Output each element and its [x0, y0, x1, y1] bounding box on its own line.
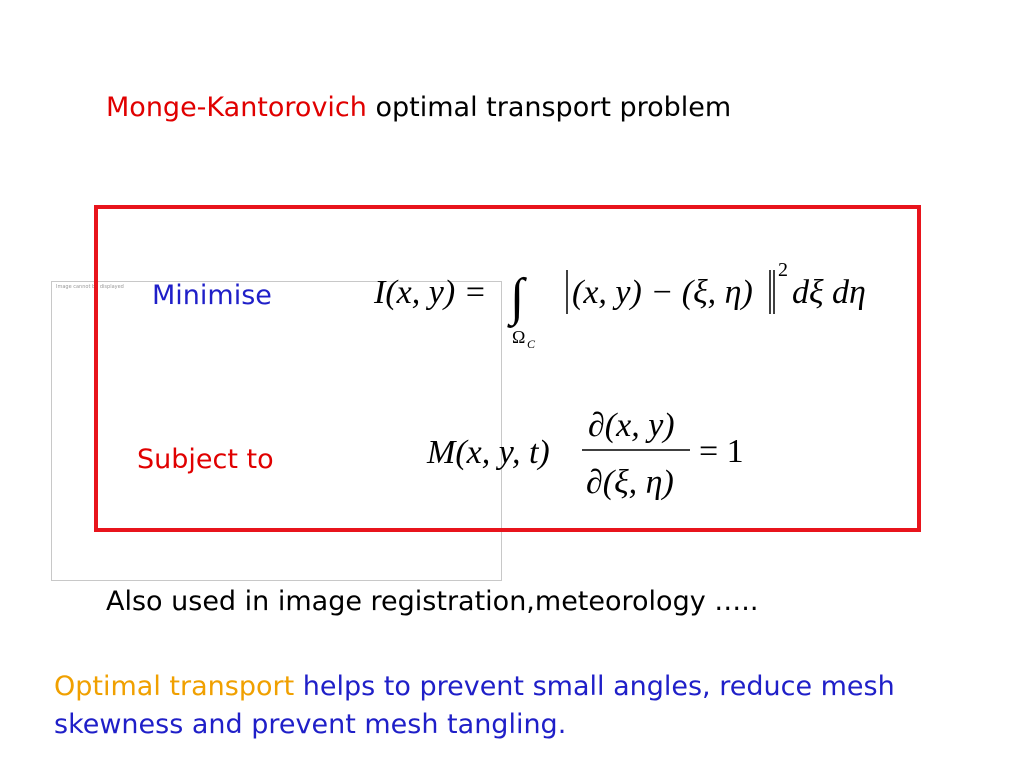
eq2-denominator: ∂(ξ, η) — [586, 464, 674, 501]
placeholder-caption: Image cannot be displayed — [56, 284, 124, 290]
constraint-equation — [425, 400, 765, 510]
conclusion-highlight: Optimal transport — [54, 671, 295, 702]
conclusion-text — [54, 668, 994, 744]
subject-to-label: Subject to — [137, 444, 274, 475]
integral-domain-sub: C — [527, 337, 536, 351]
eq2-lhs: M(x, y, t) — [427, 434, 550, 471]
slide-title — [106, 92, 731, 123]
eq1-exponent: 2 — [778, 259, 788, 281]
objective-equation — [360, 240, 900, 360]
integral-domain: Ω — [512, 327, 526, 347]
title-highlight: Monge-Kantorovich — [106, 92, 367, 123]
eq1-differentials: dξ dη — [792, 274, 866, 311]
title-rest: optimal transport problem — [366, 92, 732, 123]
eq2-rhs: = 1 — [699, 433, 744, 470]
eq2-numerator: ∂(x, y) — [588, 407, 675, 444]
eq1-body: (x, y) − (ξ, η) — [572, 274, 753, 311]
conclusion-rest: helps to prevent small angles, reduce mesh skewness and prevent mesh tangling. — [54, 671, 895, 740]
integral-sign: ∫ — [510, 269, 525, 326]
eq1-lhs: I(x, y) = — [374, 274, 487, 311]
also-used-line: Also used in image registration,meteorology ….. — [106, 586, 759, 617]
minimise-label: Minimise — [152, 280, 272, 311]
